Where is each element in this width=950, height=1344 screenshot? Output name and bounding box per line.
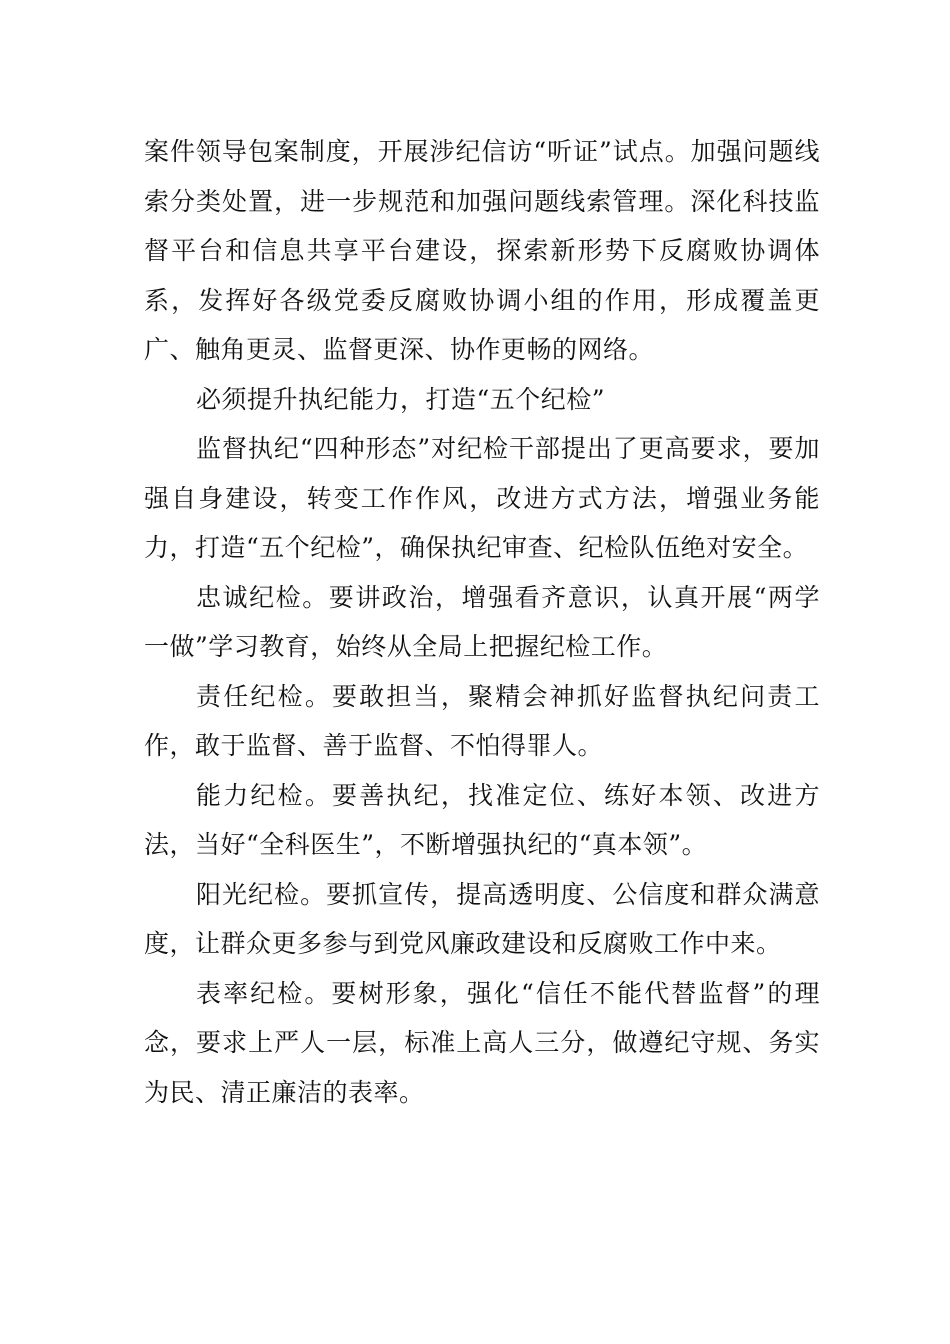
paragraph: 监督执纪“四种形态”对纪检干部提出了更高要求，要加强自身建设，转变工作作风，改进方式方法，增强业务能力，打造“五个纪检”，确保执纪审查、纪检队伍绝对安全。: [144, 434, 820, 562]
paragraph: 阳光纪检。要抓宣传，提高透明度、公信度和群众满意度，让群众更多参与到党风廉政建设和反腐败工作中来。: [144, 879, 820, 958]
section-heading: 必须提升执纪能力，打造“五个纪检”: [196, 384, 606, 414]
paragraph: 忠诚纪检。要讲政治，增强看齐意识，认真开展“两学一做”学习教育，始终从全局上把握纪检工作。: [144, 582, 820, 661]
document-body: [144, 127, 820, 1117]
paragraph-continued: 案件领导包案制度，开展涉纪信访“听证”试点。加强问题线索分类处置，进一步规范和加强问题线索管理。深化科技监督平台和信息共享平台建设，探索新形势下反腐败协调体系，发挥好各级党委反腐败协调小组的作用，形成覆盖更广、触角更灵、监督更深、协作更畅的网络。: [144, 137, 820, 364]
paragraph: 能力纪检。要善执纪，找准定位、练好本领、改进方法，当好“全科医生”，不断增强执纪的“真本领”。: [144, 780, 820, 859]
paragraph: 责任纪检。要敢担当，聚精会神抓好监督执纪问责工作，敢于监督、善于监督、不怕得罪人。: [144, 681, 820, 760]
paragraph: 表率纪检。要树形象，强化“信任不能代替监督”的理念，要求上严人一层，标准上高人三分，做遵纪守规、务实为民、清正廉洁的表率。: [144, 978, 820, 1107]
